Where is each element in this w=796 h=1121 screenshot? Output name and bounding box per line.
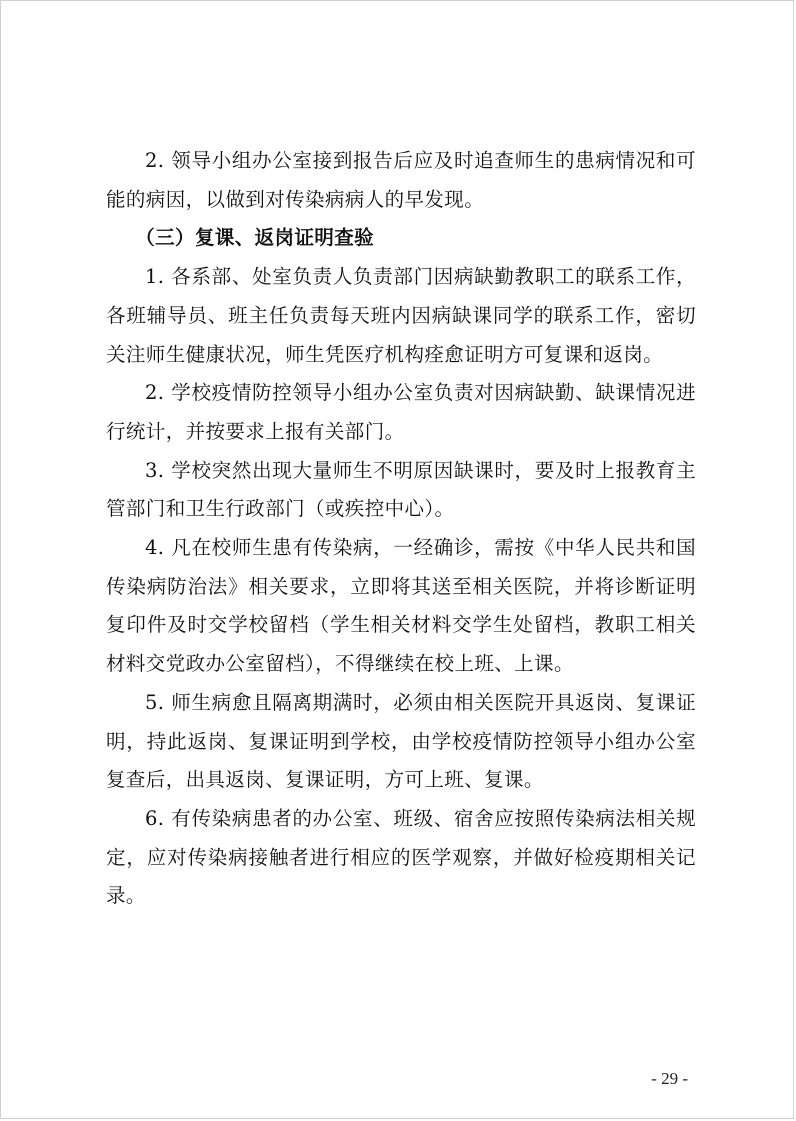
paragraph-3-mass-absence-report: 3. 学校突然出现大量师生不明原因缺课时，要及时上报教育主管部门和卫生行政部门（或疾控中心）。 (106, 458, 696, 521)
page-number: - 29 - (651, 1069, 688, 1088)
paragraph-5-return-certificate: 5. 师生病愈且隔离期满时，必须由相关医院开具返岗、复课证明，持此返岗、复课证明到学校，由学校疫情防控领导小组办公室复查后，出具返岗、复课证明，方可上班、复课。 (106, 690, 696, 792)
document-body (106, 142, 696, 916)
paragraph-1-contact-duty: 1. 各系部、处室负责人负责部门因病缺勤教职工的联系工作，各班辅导员、班主任负责每天班内因病缺课同学的联系工作，密切关注师生健康状况，师生凭医疗机构痊愈证明方可复课和返岗。 (106, 265, 696, 366)
paragraph-2-report-followup: 2. 领导小组办公室接到报告后应及时追查师生的患病情况和可能的病因，以做到对传染病病人的早发现。 (106, 149, 696, 211)
paragraph-4-infectious-disease-handling: 4. 凡在校师生患有传染病，一经确诊，需按《中华人民共和国传染病防治法》相关要求，立即将其送至相关医院，并将诊断证明复印件及时交学校留档（学生相关材料交学生处留档，教职工相关材料交党政办公室留档），不得继续在校上班、上课。 (106, 536, 696, 676)
paragraph-2-absence-statistics: 2. 学校疫情防控领导小组办公室负责对因病缺勤、缺课情况进行统计，并按要求上报有关部门。 (106, 381, 696, 443)
paragraph-6-contact-observation: 6. 有传染病患者的办公室、班级、宿舍应按照传染病法相关规定，应对传染病接触者进行相应的医学观察，并做好检疫期相关记录。 (106, 806, 696, 908)
section-heading-return-certificate: （三）复课、返岗证明查验 (135, 226, 375, 250)
